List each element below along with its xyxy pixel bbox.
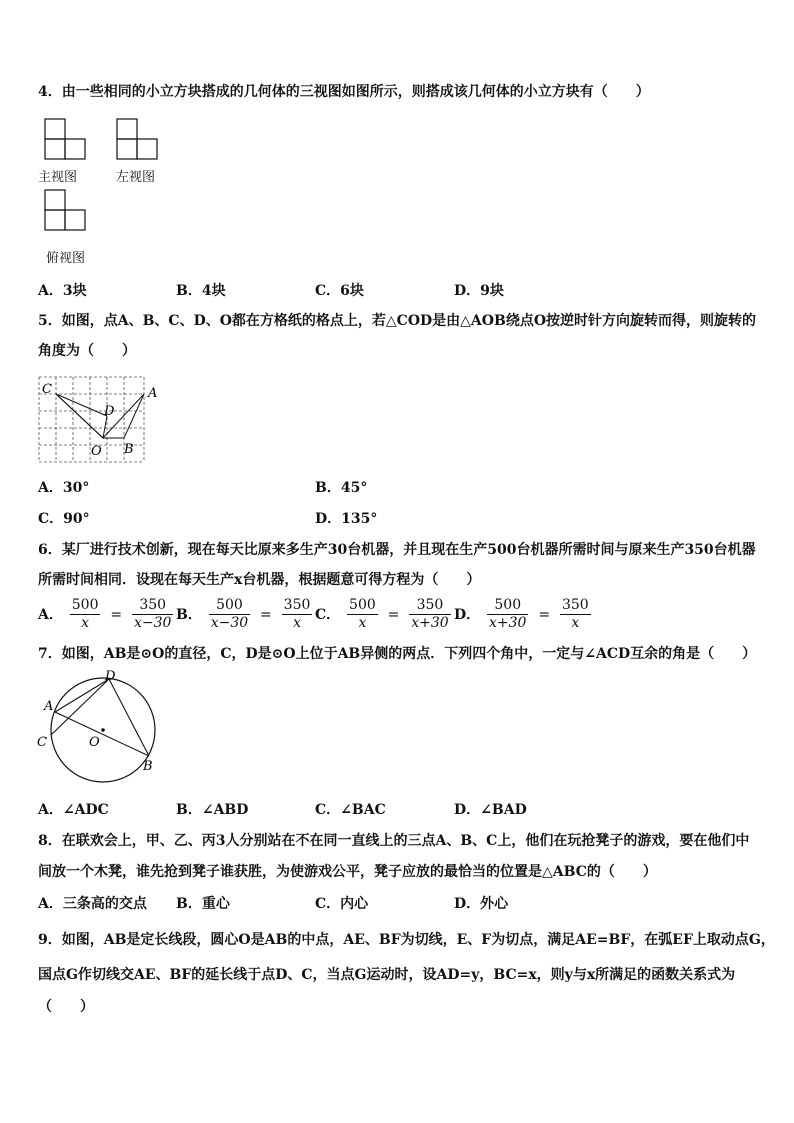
q9-stem-line1: 9．如图，AB是定长线段，圆心O是AB的中点，AE、BF为切线，E、F为切点，满足AE=BF，在弧EF上取动点G， — [38, 932, 775, 948]
q4-option-c: C．6块 — [315, 283, 364, 299]
q7-option-b: B．∠ABD — [176, 802, 249, 818]
q7-option-a: A．∠ADC — [38, 802, 109, 818]
q5-option-c: C．90° — [38, 511, 90, 527]
q7-option-c: C．∠BAC — [315, 802, 386, 818]
q7-circle-figure — [30, 668, 160, 788]
q7-label-b: B — [143, 759, 153, 774]
q8-option-c: C．内心 — [315, 896, 369, 912]
q8-option-b: B．重心 — [176, 896, 230, 912]
q8-option-a: A．三条高的交点 — [38, 896, 147, 912]
q8-stem-line2: 间放一个木凳，谁先抢到凳子谁获胜，为使游戏公平，凳子应放的最恰当的位置是△ABC的（ ） — [38, 864, 657, 880]
q7-label-a: A — [44, 699, 54, 714]
q4-option-d: D．9块 — [454, 283, 504, 299]
q5-stem-line1: 5．如图，点A、B、C、D、O都在方格纸的格点上，若△COD是由△AOB绕点O按逆时针方向旋转而得，则旋转的 — [38, 313, 757, 329]
q6-stem-line1: 6．某厂进行技术创新，现在每天比原来多生产30台机器，并且现在生产500台机器所需时间与原来生产350台机器 — [38, 542, 756, 558]
q5-label-c: C — [42, 382, 52, 397]
q5-option-d: D．135° — [315, 511, 378, 527]
q6-option-d: D． $\frac{500}{x+30}$ = $\frac{350}{x}$ — [454, 597, 589, 631]
q5-label-b: B — [124, 442, 134, 457]
q4-left-caption: 左视图 — [116, 170, 156, 185]
q4-option-b: B．4块 — [176, 283, 226, 299]
q4-top-view-figure — [40, 187, 90, 235]
q5-label-d: D — [104, 404, 115, 419]
q4-option-a: A．3块 — [38, 283, 87, 299]
q8-option-d: D．外心 — [454, 896, 509, 912]
q8-stem-line1: 8．在联欢会上，甲、乙、丙3人分别站在不在同一直线上的三点A、B、C上，他们在玩抢凳子的游戏，要在他们中 — [38, 833, 750, 849]
q7-stem: 7．如图，AB是⊙O的直径，C，D是⊙O上位于AB异侧的两点．下列四个角中，一定与∠ACD互余的角是（ ） — [38, 646, 757, 662]
q5-stem-line2: 角度为（ ） — [38, 343, 136, 359]
q6-option-a: A． $\frac{500}{x}$ = $\frac{350}{x-30}$ — [38, 597, 172, 631]
q7-label-d: D — [105, 669, 116, 684]
q9-stem-line2: 国点G作切线交AE、BF的延长线于点D、C，当点G运动时，设AD=y，BC=x，则y与x所满足的函数关系式为 — [38, 967, 736, 983]
q5-option-a: A．30° — [38, 480, 90, 496]
q6-option-c: C． $\frac{500}{x}$ = $\frac{350}{x+30}$ — [315, 597, 449, 631]
q6-stem-line2: 所需时间相同．设现在每天生产x台机器，根据题意可得方程为（ ） — [38, 572, 481, 588]
q4-front-caption: 主视图 — [38, 170, 78, 185]
q4-left-view-figure — [112, 116, 162, 164]
q7-option-d: D．∠BAD — [454, 802, 527, 818]
q6-option-b: B． $\frac{500}{x-30}$ = $\frac{350}{x}$ — [176, 597, 311, 631]
q5-label-a: A — [148, 386, 158, 401]
q4-top-caption: 俯视图 — [46, 251, 86, 266]
q5-grid-figure — [32, 372, 162, 466]
q5-option-b: B．45° — [315, 480, 368, 496]
q4-stem: 4．由一些相同的小立方块搭成的几何体的三视图如图所示，则搭成该几何体的小立方块有（ ） — [38, 84, 650, 100]
q4-front-view-figure — [40, 116, 90, 164]
q5-label-o: O — [91, 444, 102, 459]
q9-stem-line3: （ ） — [38, 999, 94, 1015]
q7-label-o: O — [89, 735, 100, 750]
q7-label-c: C — [37, 735, 47, 750]
